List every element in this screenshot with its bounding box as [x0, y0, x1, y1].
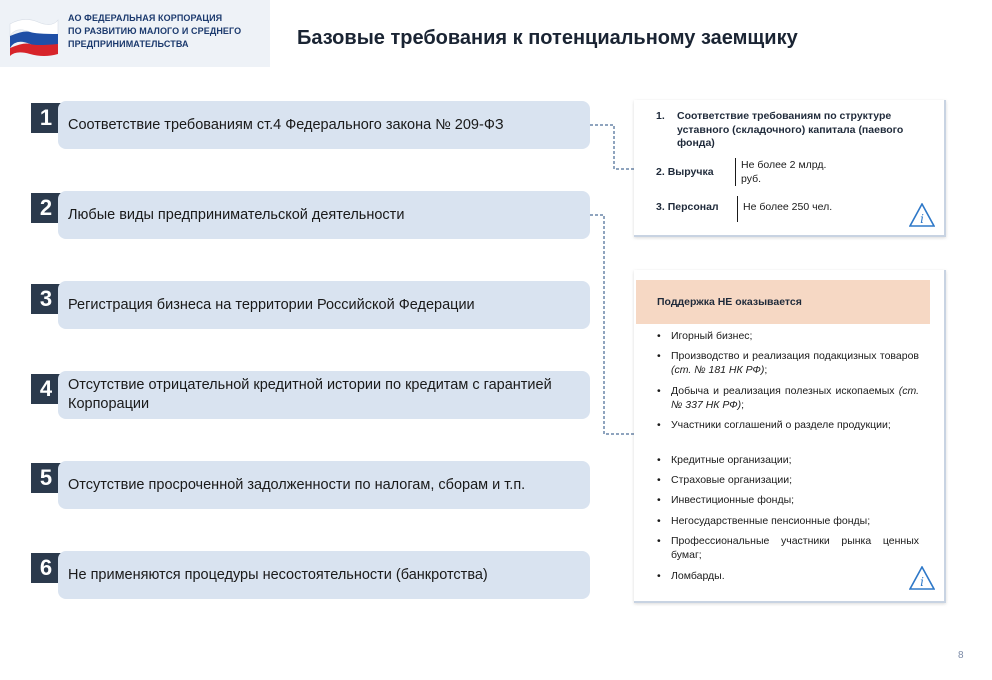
tax-code-reference: (ст. № 181 НК РФ)	[671, 363, 765, 376]
info-triangle-icon	[909, 203, 935, 227]
list-item-text: Профессиональные участники рынка ценных бумаг;	[671, 535, 919, 561]
no-support-heading-text: Поддержка НЕ оказывается	[657, 296, 802, 308]
svg-text:i: i	[920, 212, 924, 226]
svg-text:i: i	[920, 575, 924, 589]
list-item-tail: ;	[764, 363, 768, 376]
requirement-number-6: 6	[31, 553, 61, 583]
tax-code-reference: (ст. № 337 НК РФ)	[671, 385, 919, 411]
logo-line-2: ПО РАЗВИТИЮ МАЛОГО И СРЕДНЕГО	[68, 26, 242, 36]
divider	[737, 196, 738, 222]
criteria-index-3: 3.	[656, 201, 665, 213]
list-item-main: Добыча и реализация полезных ископаемых	[671, 385, 895, 397]
requirement-text-2: Любые виды предпринимательской деятельности	[68, 206, 405, 223]
bullet: •	[657, 570, 661, 582]
list-item-text: Негосударственные пенсионные фонды;	[671, 515, 871, 527]
bullet: •	[657, 494, 661, 506]
requirement-number-5: 5	[31, 463, 61, 493]
requirement-item-1	[58, 101, 590, 149]
requirement-item-3	[58, 281, 590, 329]
bullet: •	[657, 535, 661, 547]
requirement-item-5	[58, 461, 590, 509]
list-item-text: Ломбарды.	[671, 570, 725, 582]
criteria-value-revenue	[741, 158, 826, 186]
criteria-index-1: 1.	[656, 110, 665, 122]
requirement-item-2	[58, 191, 590, 239]
bullet: •	[657, 454, 661, 466]
revenue-value-line-1: Не более 2 млрд.	[741, 159, 827, 171]
list-item-text: Страховые организации;	[671, 474, 793, 486]
bullet: •	[657, 474, 661, 486]
bullet: •	[657, 515, 661, 527]
criteria-value-staff: Не более 250 чел.	[743, 201, 833, 213]
bullet: •	[657, 385, 661, 397]
requirement-item-6	[58, 551, 590, 599]
list-item-text	[671, 385, 919, 412]
list-item-text: Кредитные организации;	[671, 454, 792, 466]
no-support-heading	[636, 280, 930, 324]
requirement-text-1: Соответствие требованиям ст.4 Федерального закона № 209-ФЗ	[68, 116, 504, 133]
requirement-number-4: 4	[31, 374, 61, 404]
requirement-item-4	[58, 371, 590, 419]
list-item-tail: ;	[741, 398, 745, 411]
list-item-text	[671, 350, 919, 377]
requirement-text-5: Отсутствие просроченной задолженности по налогам, сборам и т.п.	[68, 476, 526, 493]
page-title: Базовые требования к потенциальному заемщику	[297, 27, 798, 49]
page-number: 8	[958, 650, 964, 661]
bullet: •	[657, 330, 661, 342]
criteria-index-2: 2.	[656, 166, 665, 178]
criteria-text-capital: Соответствие требованиям по структуре уставного (складочного) капитала (паевого фонда)	[677, 110, 904, 149]
criteria-label-revenue: Выручка	[667, 166, 714, 178]
list-item-text: Игорный бизнес;	[671, 330, 753, 342]
requirement-number-2: 2	[31, 193, 61, 223]
bullet: •	[657, 350, 661, 362]
requirement-text-3: Регистрация бизнеса на территории Российской Федерации	[68, 296, 475, 313]
requirement-text-4: Отсутствие отрицательной кредитной истории по кредитам с гарантией Корпорации	[68, 377, 552, 412]
criteria-label-staff: Персонал	[667, 201, 719, 213]
logo-line-1: АО ФЕДЕРАЛЬНАЯ КОРПОРАЦИЯ	[68, 13, 223, 23]
info-triangle-icon	[909, 566, 935, 590]
logo-line-3: ПРЕДПРИНИМАТЕЛЬСТВА	[68, 39, 189, 49]
list-item-text: Инвестиционные фонды;	[671, 494, 795, 506]
bullet: •	[657, 419, 661, 431]
list-item-text: Участники соглашений о разделе продукции;	[671, 419, 891, 431]
divider	[735, 158, 736, 186]
requirement-number-1: 1	[31, 103, 61, 133]
revenue-value-line-2: руб.	[741, 173, 762, 185]
list-item-main: Производство и реализация подакцизных товаров	[671, 350, 919, 362]
requirement-number-3: 3	[31, 284, 61, 314]
requirement-text-6: Не применяются процедуры несостоятельности (банкротства)	[68, 566, 488, 583]
